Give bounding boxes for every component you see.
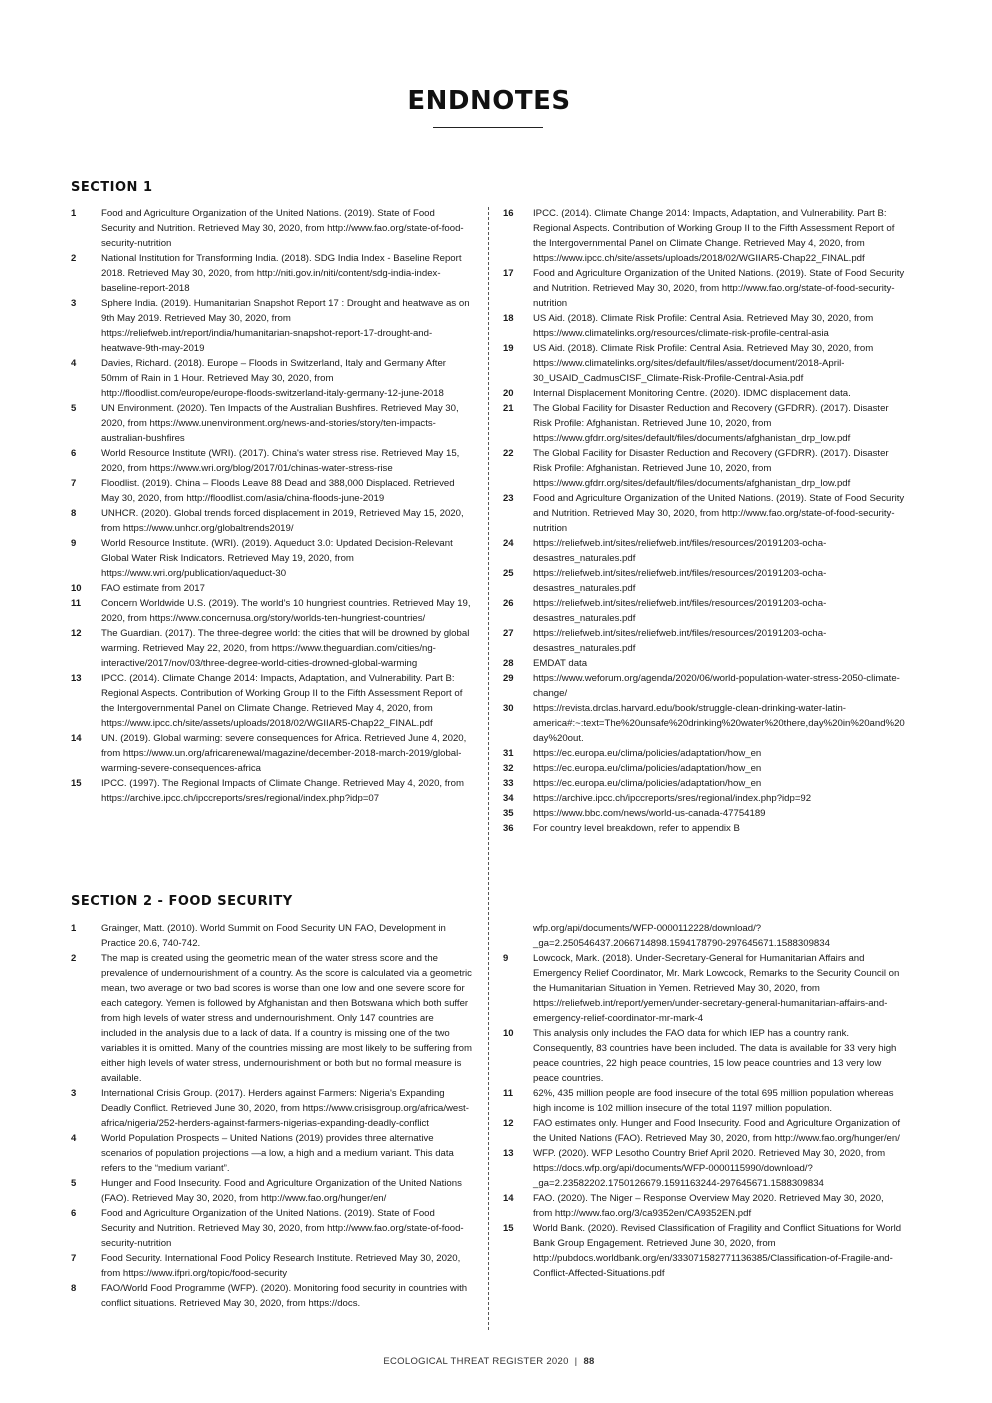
endnote-number: 12 [503, 1118, 514, 1129]
endnote-item [503, 951, 905, 1026]
endnote-item [503, 311, 905, 341]
endnote-item [503, 566, 905, 596]
endnote-text: https://ec.europa.eu/clima/policies/adaptation/how_en [533, 763, 762, 774]
endnote-item [71, 206, 472, 251]
endnote-item [503, 491, 905, 536]
endnote-item [503, 266, 905, 311]
endnote-text: https://reliefweb.int/sites/reliefweb.int/files/resources/20191203-ocha-desastres_naturales.pdf [533, 538, 827, 564]
endnote-item [503, 626, 905, 656]
section-1-right-column [503, 206, 905, 836]
endnote-number: 15 [503, 1223, 514, 1234]
endnote-item [503, 1116, 905, 1146]
endnote-item [503, 1221, 905, 1281]
endnote-text: Sphere India. (2019). Humanitarian Snapshot Report 17 : Drought and heatwave as on 9th May 2019. Retrieved May 30, 2020, from https://reliefweb.int/report/india/humanitarian-snapshot-report-17-drought-and-heatwave-9th-may-2019 [101, 298, 470, 354]
endnote-item [503, 701, 905, 746]
page-title: ENDNOTES [407, 86, 571, 116]
endnote-text: National Institution for Transforming India. (2018). SDG India Index - Baseline Report 2018. Retrieved May 30, 2020, from http://niti.gov.in/niti/content/sdg-india-index-baseline-report-2018 [101, 253, 462, 294]
endnote-text: Davies, Richard. (2018). Europe – Floods in Switzerland, Italy and Germany After 50mm of Rain in 1 Hour. Retrieved May 30, 2020, from http://floodlist.com/europe/europe-floods-switzerland-italy-germany-12-june-2018 [101, 358, 447, 399]
endnote-item [503, 671, 905, 701]
endnote-item [503, 821, 905, 836]
endnote-text: FAO. (2020). The Niger – Response Overview May 2020. Retrieved May 30, 2020, from http://www.fao.org/3/ca9352en/CA9352EN.pdf [533, 1193, 884, 1219]
endnote-text: https://www.weforum.org/agenda/2020/06/world-population-water-stress-2050-climate-change/ [533, 673, 900, 699]
endnote-item [71, 921, 472, 951]
endnote-text: https://archive.ipcc.ch/ipccreports/sres/regional/index.php?idp=92 [533, 793, 812, 804]
endnote-number: 14 [503, 1193, 514, 1204]
endnote-item [71, 626, 472, 671]
endnote-item [503, 776, 905, 791]
endnote-number: 4 [71, 1133, 77, 1144]
section-2-left-column [71, 921, 472, 1311]
endnote-number: 24 [503, 538, 514, 549]
endnote-number: 13 [503, 1148, 514, 1159]
endnote-number: 14 [71, 733, 82, 744]
page-footer [0, 1356, 978, 1367]
endnote-number: 29 [503, 673, 514, 684]
endnote-text: FAO estimates only. Hunger and Food Insecurity. Food and Agriculture Organization of the United Nations (FAO). Retrieved May 30, 2020, from http://www.fao.org/hunger/en/ [533, 1118, 901, 1144]
endnote-number: 32 [503, 763, 514, 774]
endnote-item [71, 446, 472, 476]
endnote-number: 3 [71, 298, 77, 309]
endnote-item [503, 656, 905, 671]
endnote-text: https://ec.europa.eu/clima/policies/adaptation/how_en [533, 748, 762, 759]
endnote-item [503, 206, 905, 266]
endnote-item [503, 401, 905, 446]
endnote-item [71, 506, 472, 536]
endnote-item [503, 746, 905, 761]
endnote-text: https://ec.europa.eu/clima/policies/adaptation/how_en [533, 778, 762, 789]
endnote-item [503, 446, 905, 491]
endnote-item [71, 1131, 472, 1176]
endnote-text: https://www.bbc.com/news/world-us-canada-47754189 [533, 808, 766, 819]
endnote-text: World Bank. (2020). Revised Classification of Fragility and Conflict Situations for World Bank Group Engagement. Retrieved June 30, 2020, from http://pubdocs.worldbank.org/en/333071582771136385/Classification-of-Fragile-and-Conflict-Affected-Situations.pdf [533, 1223, 902, 1279]
endnote-text: World Resource Institute (WRI). (2017). China's water stress rise. Retrieved May 15, 2020, from https://www.wri.org/blog/2017/01/chinas-water-stress-rise [101, 448, 460, 474]
endnote-text: IPCC. (1997). The Regional Impacts of Climate Change. Retrieved May 4, 2020, from https://archive.ipcc.ch/ipccreports/sres/regional/index.php?idp=07 [101, 778, 464, 804]
endnote-number: 21 [503, 403, 514, 414]
endnote-text: https://reliefweb.int/sites/reliefweb.int/files/resources/20191203-ocha-desastres_naturales.pdf [533, 568, 827, 594]
endnote-item [503, 806, 905, 821]
endnote-text: The Guardian. (2017). The three-degree world: the cities that will be drowned by global warming. Retrieved May 22, 2020, from https://www.theguardian.com/cities/ng-interactive/2017/nov/03/three-degree-world-cities-drowned-global-warming [101, 628, 470, 669]
endnote-text: wfp.org/api/documents/WFP-0000112228/download/?_ga=2.250546437.2066714898.1594178790-297645671.1588309834 [533, 923, 830, 949]
endnote-item [71, 476, 472, 506]
endnote-number: 10 [71, 583, 82, 594]
endnote-number: 9 [503, 953, 509, 964]
endnote-number: 18 [503, 313, 514, 324]
endnote-number: 35 [503, 808, 514, 819]
endnote-text: US Aid. (2018). Climate Risk Profile: Central Asia. Retrieved May 30, 2020, from https://www.climatelinks.org/sites/default/files/asset/document/2018-April-30_USAID_CadmusCISF_Climate-Risk-Profile-Central-Asia.pdf [533, 343, 874, 384]
endnote-text: Floodlist. (2019). China – Floods Leave 88 Dead and 388,000 Displaced. Retrieved May 30, 2020, from http://floodlist.com/asia/china-floods-june-2019 [101, 478, 455, 504]
endnote-text: EMDAT data [533, 658, 588, 669]
endnote-number: 26 [503, 598, 514, 609]
endnote-number: 2 [71, 253, 77, 264]
endnote-number: 6 [71, 1208, 77, 1219]
endnote-number: 9 [71, 538, 77, 549]
endnote-number: 20 [503, 388, 514, 399]
title-underline [433, 127, 543, 128]
endnote-number: 13 [71, 673, 82, 684]
endnote-number: 17 [503, 268, 514, 279]
endnote-number: 31 [503, 748, 514, 759]
endnote-number: 28 [503, 658, 514, 669]
endnote-item [503, 536, 905, 566]
endnote-text: UNHCR. (2020). Global trends forced displacement in 2019, Retrieved May 15, 2020, from https://www.unhcr.org/globaltrends2019/ [101, 508, 464, 534]
endnote-number: 36 [503, 823, 514, 834]
endnote-item [503, 1086, 905, 1116]
endnote-text: IPCC. (2014). Climate Change 2014: Impacts, Adaptation, and Vulnerability. Part B: Regional Aspects. Contribution of Working Group II to the Fifth Assessment Report of the Intergovernmental Panel on Climate Change. Retrieved May 4, 2020, from https://www.ipcc.ch/site/assets/uploads/2018/02/WGIIAR5-Chap22_FINAL.pdf [101, 673, 463, 729]
endnote-item [503, 386, 905, 401]
section-2-heading: SECTION 2 - FOOD SECURITY [71, 894, 293, 909]
section-1-heading: SECTION 1 [71, 180, 153, 195]
endnote-text: The Global Facility for Disaster Reduction and Recovery (GFDRR). (2017). Disaster Risk Profile: Afghanistan. Retrieved June 10, 2020, from https://www.gfdrr.org/sites/default/files/documents/afghanistan_drp_low.pdf [533, 448, 889, 489]
endnote-text: IPCC. (2014). Climate Change 2014: Impacts, Adaptation, and Vulnerability. Part B: Regional Aspects. Contribution of Working Group II to the Fifth Assessment Report of the Intergovernmental Panel on Climate Change. Retrieved May 4, 2020, from https://www.ipcc.ch/site/assets/uploads/2018/02/WGIIAR5-Chap22_FINAL.pdf [533, 208, 895, 264]
endnote-text: World Population Prospects – United Nations (2019) provides three alternative scenarios of population projections —a low, a high and a medium variant. This data refers to the “medium variant”. [101, 1133, 454, 1174]
endnote-item [503, 761, 905, 776]
endnote-number: 27 [503, 628, 514, 639]
endnote-number: 6 [71, 448, 77, 459]
endnote-item [71, 356, 472, 401]
endnote-text: This analysis only includes the FAO data for which IEP has a country rank. Consequently, 83 countries have been included. The data is available for 33 very high peace countries, 22 high peace countries, 15 low peace countries and 13 very low peace countries. [533, 1028, 897, 1084]
endnote-number: 33 [503, 778, 514, 789]
endnote-number: 1 [71, 208, 77, 219]
endnote-text: Concern Worldwide U.S. (2019). The world’s 10 hungriest countries. Retrieved May 19, 2020, from https://www.concernusa.org/story/worlds-ten-hungriest-countries/ [101, 598, 471, 624]
endnote-text: https://reliefweb.int/sites/reliefweb.int/files/resources/20191203-ocha-desastres_naturales.pdf [533, 598, 827, 624]
endnote-text: Food and Agriculture Organization of the United Nations. (2019). State of Food Security and Nutrition. Retrieved May 30, 2020, from http://www.fao.org/state-of-food-security-nutrition [533, 268, 905, 309]
endnote-number: 8 [71, 508, 77, 519]
endnote-item [71, 731, 472, 776]
endnote-text: UN. (2019). Global warming: severe consequences for Africa. Retrieved June 4, 2020, from https://www.un.org/africarenewal/magazine/december-2018-march-2019/global-warming-severe-consequences-africa [101, 733, 467, 774]
section-2-right-column [503, 921, 905, 1281]
endnote-item [71, 251, 472, 296]
endnote-item [71, 671, 472, 731]
endnote-number: 7 [71, 1253, 77, 1264]
endnote-item [503, 1191, 905, 1221]
endnote-item [71, 581, 472, 596]
endnote-text: WFP. (2020). WFP Lesotho Country Brief April 2020. Retrieved May 30, 2020, from https://docs.wfp.org/api/documents/WFP-0000115990/download/?_ga=2.23582202.1750126679.1591163244-297645671.1588309834 [533, 1148, 886, 1189]
endnote-item [71, 951, 472, 1086]
endnote-number: 25 [503, 568, 514, 579]
footer-separator: | [574, 1356, 578, 1367]
footer-label: ECOLOGICAL THREAT REGISTER 2020 [383, 1356, 569, 1367]
endnote-text: The Global Facility for Disaster Reduction and Recovery (GFDRR). (2017). Disaster Risk Profile: Afghanistan. Retrieved June 10, 2020, from https://www.gfdrr.org/sites/default/files/documents/afghanistan_drp_low.pdf [533, 403, 889, 444]
endnote-item [71, 1176, 472, 1206]
endnote-number: 8 [71, 1283, 77, 1294]
endnote-number: 34 [503, 793, 514, 804]
endnote-text: International Crisis Group. (2017). Herders against Farmers: Nigeria's Expanding Deadly Conflict. Retrieved June 30, 2020, from https://www.crisisgroup.org/africa/west-africa/nigeria/252-herders-against-farmers-nigerias-expanding-deadly-conflict [101, 1088, 469, 1129]
endnote-number: 5 [71, 403, 77, 414]
endnote-text: For country level breakdown, refer to appendix B [533, 823, 740, 834]
endnote-text: https://revista.drclas.harvard.edu/book/struggle-clean-drinking-water-latin-america#:~:text=The%20unsafe%20drinking%20water%20there,day%20in%20and%20day%20out. [533, 703, 905, 744]
endnote-item [71, 401, 472, 446]
endnote-number: 19 [503, 343, 514, 354]
endnote-number: 12 [71, 628, 82, 639]
endnote-text: Hunger and Food Insecurity. Food and Agriculture Organization of the United Nations (FAO). Retrieved May 30, 2020, from http://www.fao.org/hunger/en/ [101, 1178, 462, 1204]
endnote-item [71, 296, 472, 356]
column-divider [488, 207, 489, 1330]
endnote-item [503, 596, 905, 626]
endnote-text: US Aid. (2018). Climate Risk Profile: Central Asia. Retrieved May 30, 2020, from https://www.climatelinks.org/resources/climate-risk-profile-central-asia [533, 313, 874, 339]
endnote-item [503, 921, 905, 951]
endnote-text: Food Security. International Food Policy Research Institute. Retrieved May 30, 2020, from https://www.ifpri.org/topic/food-security [101, 1253, 461, 1279]
endnote-number: 5 [71, 1178, 77, 1189]
endnote-item [71, 1086, 472, 1131]
section-1-left-column [71, 206, 472, 806]
endnote-number: 10 [503, 1028, 514, 1039]
endnote-item [71, 1251, 472, 1281]
endnote-text: Lowcock, Mark. (2018). Under-Secretary-General for Humanitarian Affairs and Emergency Relief Coordinator, Mr. Mark Lowcock, Remarks to the Security Council on the Humanitarian Situation in Yemen. Retrieved May 30, 2020, from https://reliefweb.int/report/yemen/under-secretary-general-humanitarian-affairs-and-emergency-relief-coordinator-mr-mark-4 [533, 953, 900, 1024]
endnote-text: Food and Agriculture Organization of the United Nations. (2019). State of Food Security and Nutrition. Retrieved May 30, 2020, from http://www.fao.org/state-of-food-security-nutrition [101, 1208, 464, 1249]
endnote-item [71, 596, 472, 626]
endnote-number: 4 [71, 358, 77, 369]
endnote-item [503, 341, 905, 386]
endnote-text: FAO estimate from 2017 [101, 583, 205, 594]
endnote-item [71, 536, 472, 581]
endnote-number: 22 [503, 448, 514, 459]
page-number: 88 [583, 1356, 595, 1367]
endnote-text: FAO/World Food Programme (WFP). (2020). Monitoring food security in countries with conflict situations. Retrieved May 30, 2020, from https://docs. [101, 1283, 468, 1309]
endnote-item [503, 791, 905, 806]
endnote-number: 15 [71, 778, 82, 789]
endnote-text: Food and Agriculture Organization of the United Nations. (2019). State of Food Security and Nutrition. Retrieved May 30, 2020, from http://www.fao.org/state-of-food-security-nutrition [533, 493, 905, 534]
endnote-number: 23 [503, 493, 514, 504]
endnote-number: 11 [71, 598, 82, 609]
endnote-number: 2 [71, 953, 77, 964]
endnote-number: 3 [71, 1088, 77, 1099]
endnote-text: Internal Displacement Monitoring Centre. (2020). IDMC displacement data. [533, 388, 851, 399]
endnote-number: 16 [503, 208, 514, 219]
endnote-item [71, 1281, 472, 1311]
endnote-text: https://reliefweb.int/sites/reliefweb.int/files/resources/20191203-ocha-desastres_naturales.pdf [533, 628, 827, 654]
endnote-text: Grainger, Matt. (2010). World Summit on Food Security UN FAO, Development in Practice 20.6, 740-742. [101, 923, 446, 949]
endnote-text: The map is created using the geometric mean of the water stress score and the prevalence of undernourishment of a country. As the score is calculated via a geometric mean, two average or two bad scores is worse than one low and one severe score for each category. Yemen is followed by Afghanistan and then Botswana which both suffer from high levels of water stress and undernourishment. Only 147 countries are included in the analysis due to a lack of data. If a country is missing one of the two variables it is omitted. Many of the countries missing are most likely to be suffering from either high levels of water stress, undernourishment or both but no formal measure is available. [101, 953, 472, 1084]
endnote-item [71, 1206, 472, 1251]
endnote-text: UN Environment. (2020). Ten Impacts of the Australian Bushfires. Retrieved May 30, 2020, from https://www.unenvironment.org/news-and-stories/story/ten-impacts-australian-bushfires [101, 403, 459, 444]
endnote-number: 30 [503, 703, 514, 714]
endnote-number: 11 [503, 1088, 514, 1099]
endnote-number: 7 [71, 478, 77, 489]
endnote-text: World Resource Institute. (WRI). (2019). Aqueduct 3.0: Updated Decision-Relevant Global Water Risk Indicators. Retrieved May 19, 2020, from https://www.wri.org/publication/aqueduct-30 [101, 538, 453, 579]
endnote-item [503, 1146, 905, 1191]
endnote-item [503, 1026, 905, 1086]
endnote-text: 62%, 435 million people are food insecure of the total 695 million population whereas high income is 102 million insecure of the total 1197 million population. [533, 1088, 894, 1114]
endnote-number: 1 [71, 923, 77, 934]
endnote-text: Food and Agriculture Organization of the United Nations. (2019). State of Food Security and Nutrition. Retrieved May 30, 2020, from http://www.fao.org/state-of-food-security-nutrition [101, 208, 464, 249]
endnote-item [71, 776, 472, 806]
